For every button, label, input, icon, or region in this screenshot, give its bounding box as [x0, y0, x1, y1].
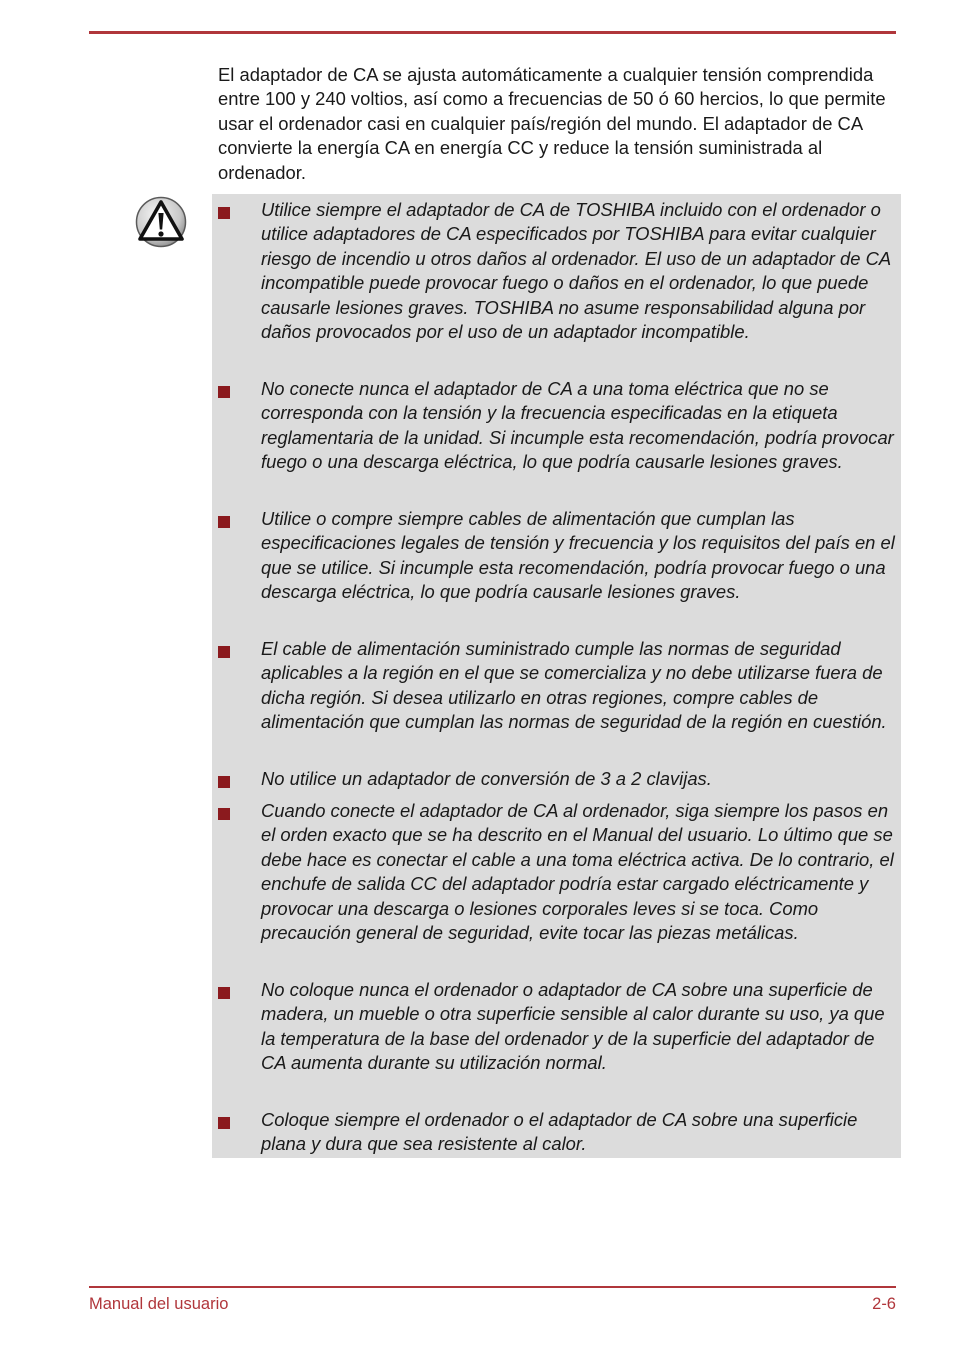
header-rule — [89, 31, 896, 34]
square-bullet-icon — [218, 516, 230, 528]
page-number: 2-6 — [872, 1295, 896, 1313]
intro-paragraph: El adaptador de CA se ajusta automáticamente a cualquier tensión comprendida entre 100 y 240 voltios, así como a frecuencias de 50 ó 60 hercios, lo que permite usar el ordenador casi en cualquier país/región del mundo. El adaptador de CA convierte la energía CA en energía CC y reduce la tensión suministrada al ordenador. — [218, 64, 886, 183]
caution-item-text: Coloque siempre el ordenador o el adaptador de CA sobre una superficie plana y dura que sea resistente al calor. — [261, 1109, 858, 1155]
caution-item-text: No conecte nunca el adaptador de CA a una toma eléctrica que no se corresponda con la tensión y la frecuencia especificadas en la etiqueta reglamentaria de la unidad. Si incumple esta recomendación, podría provocar fuego o una descarga eléctrica, lo que podría causarle lesiones graves. — [261, 378, 894, 473]
square-bullet-icon — [218, 776, 230, 788]
caution-item-text: Utilice siempre el adaptador de CA de TOSHIBA incluido con el ordenador o utilice adaptadores de CA especificados por TOSHIBA para evitar cualquier riesgo de incendio u otros daños al ordenador. El uso de un adaptador de CA incompatible puede provocar fuego o daños en el ordenador, lo que puede causarle lesiones graves. TOSHIBA no asume responsabilidad alguna por daños provocados por el uso de un adaptador incompatible. — [261, 199, 891, 343]
square-bullet-icon — [218, 646, 230, 658]
caution-item-text: El cable de alimentación suministrado cumple las normas de seguridad aplicables a la región en el que se comercializa y no debe utilizarse fuera de dicha región. Si desea utilizarlo en otras regiones, compre cables de alimentación que cumplan las normas de seguridad de la región en cuestión. — [261, 638, 887, 733]
caution-item-text: No coloque nunca el ordenador o adaptador de CA sobre una superficie de madera, un mueble o otra superficie sensible al calor durante su uso, ya que la temperatura de la base del ordenador y de la superficie del adaptador de CA aumenta durante su utilización normal. — [261, 979, 885, 1074]
square-bullet-icon — [218, 808, 230, 820]
square-bullet-icon — [218, 207, 230, 219]
caution-box — [212, 194, 901, 1158]
warning-triangle-icon — [135, 196, 187, 248]
square-bullet-icon — [218, 386, 230, 398]
square-bullet-icon — [218, 987, 230, 999]
footer-rule — [89, 1286, 896, 1288]
footer-title: Manual del usuario — [89, 1295, 229, 1313]
caution-item-text: Utilice o compre siempre cables de alimentación que cumplan las especificaciones legales de tensión y frecuencia y los requisitos del país en el que se utilice. Si incumple esta recomendación, podría provocar fuego o una descarga eléctrica, lo que podría causarle lesiones graves. — [261, 508, 895, 603]
caution-item-text: No utilice un adaptador de conversión de 3 a 2 clavijas. — [261, 768, 712, 789]
caution-item-text: Cuando conecte el adaptador de CA al ordenador, siga siempre los pasos en el orden exacto que se ha descrito en el Manual del usuario. Lo último que se debe hace es conectar el cable a una toma eléctrica activa. De lo contrario, el enchufe de salida CC del adaptador podría estar cargado eléctricamente y provocar una descarga o lesiones corporales leves si se toca. Como precaución general de seguridad, evite tocar las piezas metálicas. — [261, 800, 894, 944]
square-bullet-icon — [218, 1117, 230, 1129]
